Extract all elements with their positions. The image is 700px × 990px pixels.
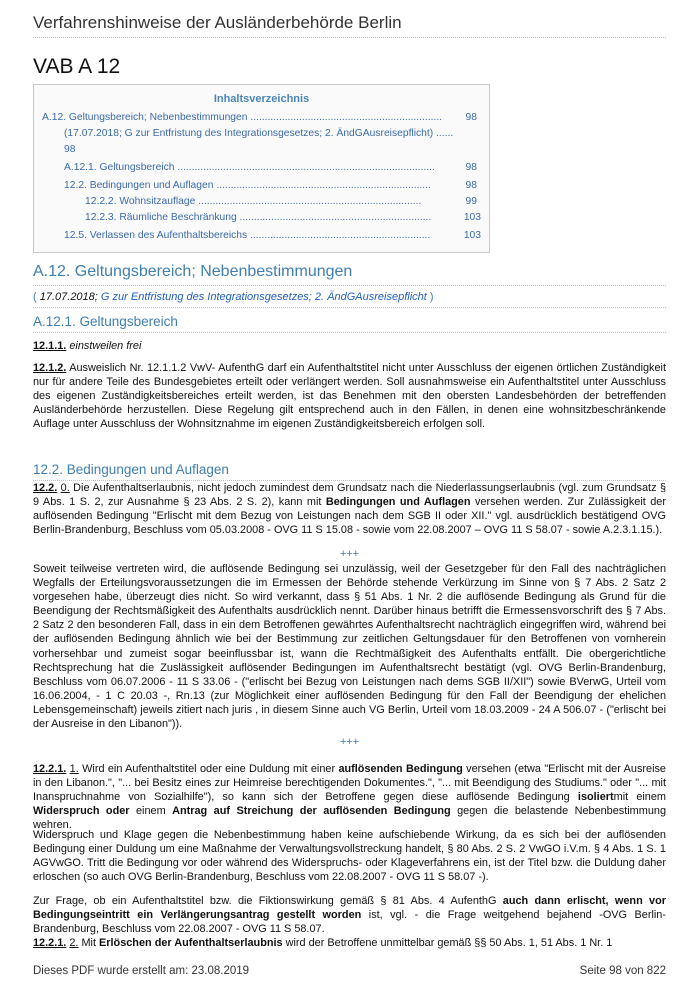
toc-page-number[interactable]: 98: [465, 112, 477, 123]
toc-entry[interactable]: 12.2. Bedingungen und Auflagen ...........................................................................: [64, 180, 431, 191]
toc-entry[interactable]: 12.2.2. Wohnsitzauflage ..............................................................................: [85, 196, 422, 207]
toc-entry[interactable]: (17.07.2018; G zur Entfristung des Integrationsgesetzes; 2. ÄndGAusreisepflicht) ......: [64, 128, 454, 139]
toc-entry[interactable]: 12.5. Verlassen des Aufenthaltsbereichs ...............................................................: [64, 230, 431, 241]
subsection-heading: A.12.1. Geltungsbereich: [33, 314, 178, 329]
toc-entry[interactable]: A.12. Geltungsbereich; Nebenbestimmungen ...................................................................: [42, 112, 443, 123]
paragraph-number: 12.2.: [33, 482, 58, 494]
toc-entry[interactable]: 12.2.3. Räumliche Beschränkung ...................................................................: [85, 212, 432, 223]
paragraph: 12.2.1. 2. Mit Erlöschen der Aufenthaltserlaubnis wird der Betroffene unmittelbar gemäß §§ 50 Abs. 1, 51 Abs. 1 Nr. 1: [33, 937, 613, 949]
document-title: VAB A 12: [33, 55, 121, 78]
table-of-contents: [33, 84, 490, 253]
section-rule: [33, 285, 666, 286]
footer-page-number: Seite 98 von 822: [579, 965, 666, 977]
subsection-rule: [33, 332, 666, 333]
running-header: Verfahrenshinweise der Ausländerbehörde Berlin: [33, 13, 402, 32]
paragraph: 12.2.1. 1. Wird ein Aufenthaltstitel oder eine Duldung mit einer auflösenden Bedingung versehen (etwa "Erlischt mit der Ausreise in den Libanon.", "... bei Besitz eines zur Heimreise berechtigenden Dokumentes.", "... mit Beendigung des Studiums." oder "... mit Inanspruchnahme von Sozialhilfe"), so kann sich der Betroffene gegen diese auflösende Bedingung isoliertmit einem Widerspruch oder einem Antrag auf Streichung der auflösenden Bedingung gegen die belastende Nebenbestimmung wehren.: [33, 763, 667, 832]
separator-marker: +++: [339, 548, 360, 560]
toc-page-number[interactable]: 98: [64, 144, 76, 155]
amendment-reference: ( 17.07.2018; G zur Entfristung des Integrationsgesetzes; 2. ÄndGAusreisepflicht ): [33, 291, 434, 303]
toc-title: Inhaltsverzeichnis: [213, 93, 310, 105]
paragraph: Soweit teilweise vertreten wird, die auflösende Bedingung sei unzulässig, weil der Gesetzgeber für den Fall des nachträglichen Wegfalls der Erteilungsvoraussetzungen die im Ermessen der Behörde stehende Verkürzung im Sinne von § 7 Abs. 2 Satz 2 vorgesehen habe, überzeugt dies nicht. So wird verkannt, dass § 51 Abs. 1 Nr. 2 die auflösende Bedingung als Grund für die Beendigung der Rechtsmäßigkeit des Aufenthalts ausdrücklich nennt. Darüber hinaus betrifft die Ermessensvorschrift des § 7 Abs. 2 Satz 2 den besonderen Fall, dass in ein dem Betroffenen gewährtes Aufenthaltsrecht nachträglich eingegriffen wird, während bei der auflösenden Bedingung ähnlich wie bei der Bestimmung zur zeitlichen Geltungsdauer für den Betroffenen von vornherein vorhersehbar und zumeist sogar beeinflussbar ist, wann die Rechtmäßigkeit des Aufenthalts entfällt. Die obergerichtliche Rechtsprechung hat die Zuslässigkeit auflösender Bedingungen im Aufenthaltsrecht bestätigt (vgl. OVG Berlin-Brandenburg, Beschluss vom 06.07.2006 - 11 S 33.06 - ("erlischt bei Bezug von Leistungen nach dems SGB II/XII") sowie BVerwG, Urteil vom 16.06.2004, - 1 C 20.03 -, Rn.13 (zur Möglichkeit einer auflösenden Bedingung für den Fall der Beendigung der ehelichen Lebensgemeinschaft) jeweils zitiert nach juris , in diesem Sinne auch VG Berlin, Urteil vom 18.03.2009 - 24 A 506.07 - ("erlischt bei der Ausreise in den Libanon")).: [33, 563, 666, 731]
paragraph: Widerspruch und Klage gegen die Nebenbestimmung haben keine aufschiebende Wirkung, da es sich bei der auflösenden Bedingung einer Duldung um eine Maßnahme der Verwaltungsvollstreckung handelt, § 80 Abs. 2 S. 2 VwGO i.V.m. § 4 Abs. 1 S. 1 AGVwGO. Tritt die Bedingung vor oder während des Widerspruchs- oder Klageverfahrens ein, ist der Titel bzw. die Duldung daher erloschen (so auch OVG Berlin-Brandenburg, Beschluss vom 22.08.2007 - OVG 11 S 58.07 -).: [33, 829, 666, 884]
toc-page-number[interactable]: 103: [463, 230, 481, 241]
paragraph: 12.1.1. einstweilen frei: [33, 340, 142, 352]
toc-page-number[interactable]: 98: [465, 162, 477, 173]
separator-marker: +++: [339, 736, 360, 748]
subsection-heading: 12.2. Bedingungen und Auflagen: [33, 462, 229, 477]
reference-rule: [33, 307, 666, 308]
paragraph: 12.2. 0. Die Aufenthaltserlaubnis, nicht jedoch zumindest dem Grundsatz nach die Niederlassungserlaubnis (vgl. zum Grundsatz § 9 Abs. 1 S. 2, zur Ausnahme § 23 Abs. 2 S. 2), kann mit Bedingungen und Auflagen versehen werden. Zur Zulässigkeit der auflösenden Bedingung "Erlischt mit dem Bezug von Leistungen nach dem SGB II oder XII." vgl. ausdrücklich bestätigend OVG Berlin-Brandenburg, Beschluss vom 05.03.2008 - OVG 11 S 15.08 - sowie vom 22.08.2007 – OVG 11 S 58.07 - sowie A.2.3.1.15.).: [33, 482, 667, 537]
toc-page-number[interactable]: 103: [463, 212, 481, 223]
paragraph-number: 12.1.1.: [33, 340, 67, 352]
toc-page-number[interactable]: 98: [465, 180, 477, 191]
toc-page-number[interactable]: 99: [465, 196, 477, 207]
amendment-link[interactable]: G zur Entfristung des Integrationsgesetzes; 2. ÄndGAusreisepflicht: [100, 291, 427, 303]
paragraph-number: 12.2.1.: [33, 937, 67, 949]
paragraph-number: 12.2.1.: [33, 763, 67, 775]
section-heading: A.12. Geltungsbereich; Nebenbestimmungen: [33, 263, 353, 280]
header-rule: [33, 37, 666, 38]
toc-entry[interactable]: A.12.1. Geltungsbereich ..........................................................................................: [64, 162, 435, 173]
paragraph-number: 12.1.2.: [33, 362, 67, 374]
amendment-date: 17.07.2018;: [39, 291, 98, 303]
footer-created-date: Dieses PDF wurde erstellt am: 23.08.2019: [33, 965, 250, 977]
paragraph: Zur Frage, ob ein Aufenthaltstitel bzw. die Fiktionswirkung gemäß § 81 Abs. 4 AufenthG auch dann erlischt, wenn vor Bedingungseintritt ein Verlängerungsantrag gestellt worden ist, vgl. - die Frage weitgehend bejahend -OVG Berlin-Brandenburg, Beschluss vom 22.08.2007 - OVG 11 S 58.07.: [33, 895, 666, 936]
paragraph: 12.1.2. Ausweislich Nr. 12.1.1.2 VwV- AufenthG darf ein Aufenthaltstitel nicht unter Ausschluss der eigenen örtlichen Zuständigkeit nur für andere Teile des Bundesgebietes erteilt oder verlängert werden. Soll ausnahmsweise ein Aufenthaltstitel unter Ausschluss des eigenen Zuständigkeitsbereiches erteilt werden, ist das Benehmen mit den obersten Landesbehörden der betreffenden Ausländerbehörde herzustellen. Diese Regelung gilt entsprechend auch in den Fällen, in denen eine wohnsitzbeschränkende Auflage unter Ausschluss der Wohnsitznahme im eigenen Zuständigkeitsbereich erfolgen soll.: [33, 362, 666, 431]
